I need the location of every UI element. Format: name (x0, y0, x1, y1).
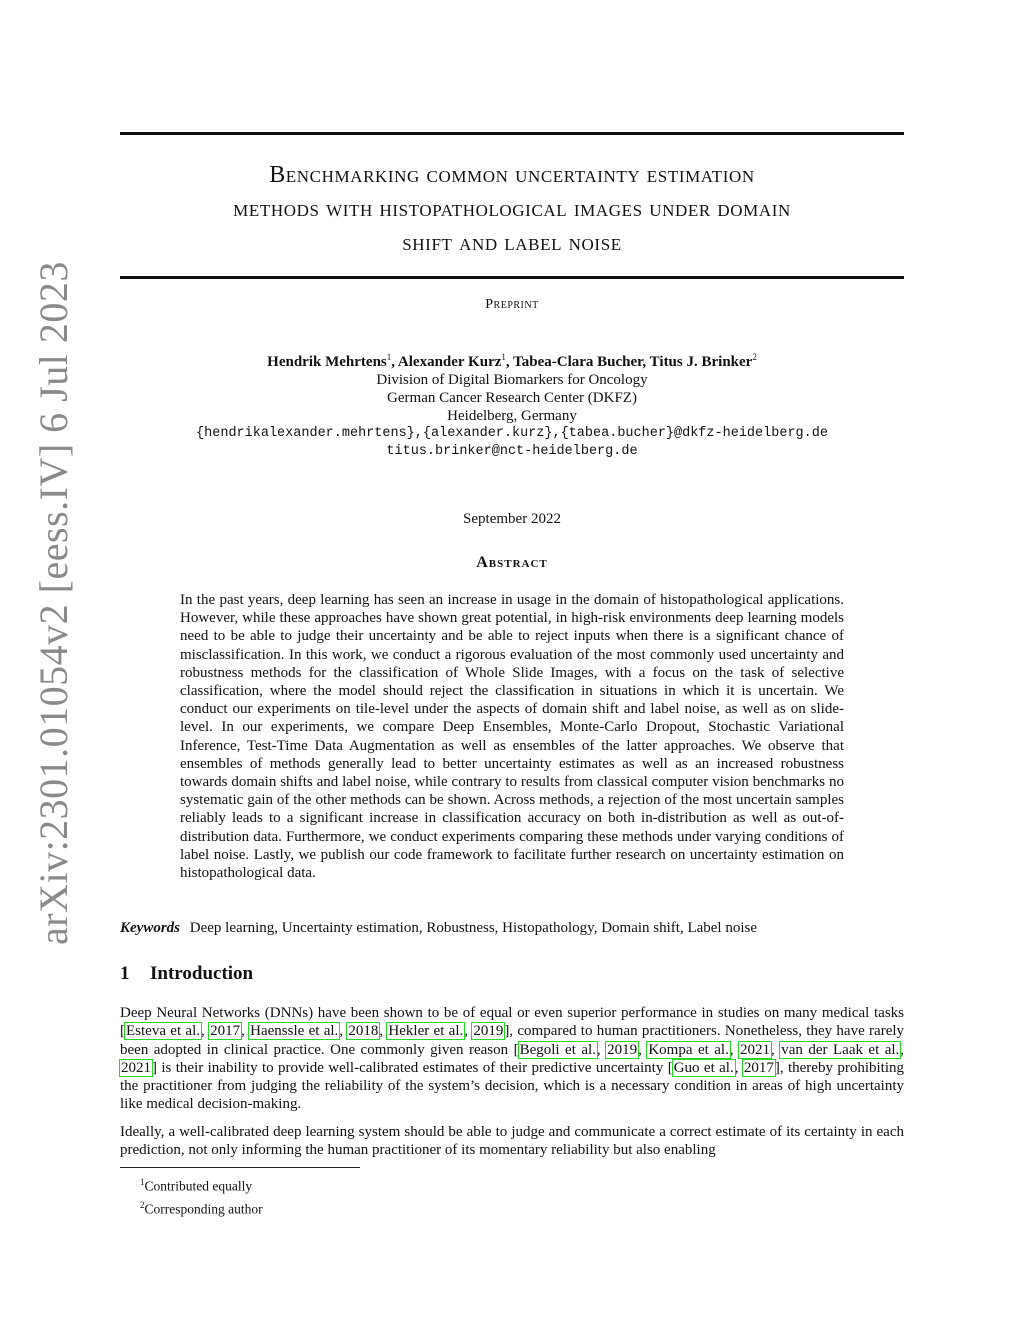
arxiv-identifier-stamp: arXiv:2301.01054v2 [eess.IV] 6 Jul 2023 (31, 261, 76, 945)
title-line: methods with histopathological images under domain (233, 196, 791, 222)
citation-link[interactable]: Guo et al. (673, 1059, 734, 1076)
author-footnote-mark[interactable]: 1 (501, 352, 506, 362)
intro-paragraph-1 (120, 1004, 904, 1114)
author-footnote-mark[interactable]: 1 (386, 352, 392, 362)
title-line: shift and label noise (402, 230, 622, 256)
corresponding-email: titus.brinker@nct-heidelberg.de (386, 444, 638, 459)
paragraph-text: , (638, 1041, 648, 1058)
footnote-rule (120, 1167, 360, 1168)
citation-link[interactable]: Esteva et al. (126, 1023, 200, 1040)
paragraph-text: , (596, 1041, 607, 1058)
paragraph-text: , (771, 1041, 781, 1058)
section-title: Introduction (150, 963, 254, 984)
citation-link[interactable]: 2021 (121, 1059, 151, 1076)
affiliation-block (120, 371, 904, 461)
affiliation-line: Heidelberg, Germany (447, 408, 577, 424)
citation-link[interactable]: van der Laak et al. (781, 1041, 900, 1058)
abstract-text: In the past years, deep learning has seen an increase in usage in the domain of histopathological applications. However, while these approaches have shown great potential, in high-risk environments deep learning models need to be able to judge their uncertainty and be able to reject inputs when there is a significant chance of misclassification. In this work, we conduct a rigorous evaluation of the most commonly used uncertainty and robustness methods for the classification of Whole Slide Images, with a focus on the task of selective classification, where the model should reject the classification in situations in which it is uncertain. We conduct our experiments on tile-level under the aspects of domain shift and label noise, as well as on slide-level. In our experiments, we compare Deep Ensembles, Monte-Carlo Dropout, Stochastic Variational Inference, Test-Time Data Augmentation as well as ensembles of the latter approaches. We observe that ensembles of methods generally lead to better uncertainty estimates as well as an increased robustness towards domain shifts and label noise, while contrary to results from classical computer vision benchmarks no systematic gain of the other methods can be shown. Across methods, a rejection of the most uncertain samples reliably leads to a significant increase in classification accuracy on both in-distribution as well as out-of-distribution data. Furthermore, we conduct experiments comparing these methods under varying conditions of label noise. Lastly, we publish our code framework to facilitate further research on uncertainty estimation on histopathological data. (180, 592, 844, 882)
footnote-item (140, 1173, 263, 1196)
intro-paragraph-2: Ideally, a well-calibrated deep learning system should be able to judge and communicate a correct estimate of its certainty in each prediction, not only informing the human practitioner of its momentary reliability but also enabling (120, 1124, 904, 1159)
paper-title (120, 158, 904, 260)
citation-link[interactable]: Kompa et al. (648, 1041, 729, 1058)
footnote-mark: 1 (140, 1177, 145, 1187)
abstract-heading: Abstract (476, 554, 548, 571)
paragraph-text: ] is their inability to provide well-calibrated estimates of their predictive uncertainty [ (152, 1059, 673, 1076)
author-footnote-mark[interactable]: 2 (752, 352, 757, 362)
citation-link[interactable]: 2017 (743, 1059, 774, 1076)
citation-link[interactable]: 2019 (607, 1041, 638, 1058)
footnote-text: Contributed equally (144, 1178, 253, 1194)
affiliation-line: Division of Digital Biomarkers for Oncology (376, 372, 648, 388)
citation-link[interactable]: 2021 (740, 1041, 771, 1058)
citation-link[interactable]: Haenssle et al. (250, 1023, 339, 1040)
paragraph-text: , (900, 1041, 905, 1058)
citation-link[interactable]: 2017 (210, 1023, 241, 1040)
title-top-rule (120, 132, 904, 135)
keywords-text: Deep learning, Uncertainty estimation, Robustness, Histopathology, Domain shift, Label noise (189, 920, 758, 936)
paragraph-text: ], thereby prohibiting the practitioner from judging the reliability of the system’s decision, which is a necessary condition in areas of high uncertainty like medical decision-making. (120, 1059, 905, 1113)
author-emails: {hendrikalexander.mehrtens},{alexander.kurz},{tabea.bucher}@dkfz-heidelberg.de (196, 426, 828, 441)
title-line: Benchmarking common uncertainty estimation (269, 162, 755, 188)
paragraph-text: , (339, 1023, 348, 1040)
keywords-line (120, 920, 904, 937)
section-number: 1 (120, 963, 130, 984)
author-name: Hendrik Mehrtens (267, 354, 387, 370)
title-bottom-rule (120, 276, 904, 279)
preprint-label: Preprint (485, 297, 539, 312)
citation-link[interactable]: 2019 (473, 1023, 504, 1040)
paragraph-text: , (241, 1023, 250, 1040)
footnote-mark: 2 (140, 1199, 145, 1210)
author-name: , Tabea-Clara Bucher, Titus J. Brinker (505, 354, 753, 370)
citation-link[interactable]: Hekler et al. (388, 1023, 464, 1040)
paragraph-text: ], compared to human practitioners. Nonetheless, they have rarely been adopted in clinical practice. One commonly given reason [ (120, 1023, 905, 1058)
paragraph-text: , (464, 1023, 473, 1040)
paragraph-text: Deep Neural Networks (DNNs) have been shown to be of equal or even superior performance in studies on many medical tasks [ (120, 1005, 904, 1040)
affiliation-line: German Cancer Research Center (DKFZ) (387, 390, 637, 406)
footnote-text: Corresponding author (144, 1201, 263, 1216)
author-list (120, 352, 904, 371)
paragraph-text: , (729, 1041, 740, 1058)
paragraph-text: , (379, 1023, 388, 1040)
paragraph-text: , (201, 1023, 210, 1040)
keywords-label: Keywords (120, 920, 180, 936)
paragraph-text: , (734, 1059, 743, 1076)
citation-link[interactable]: 2018 (348, 1023, 379, 1040)
publication-date: September 2022 (463, 511, 561, 527)
citation-link[interactable]: Begoli et al. (519, 1041, 596, 1058)
author-name: , Alexander Kurz (391, 354, 502, 370)
section-heading-introduction (120, 963, 253, 985)
footnote-item (140, 1196, 263, 1219)
footnotes (140, 1173, 263, 1218)
